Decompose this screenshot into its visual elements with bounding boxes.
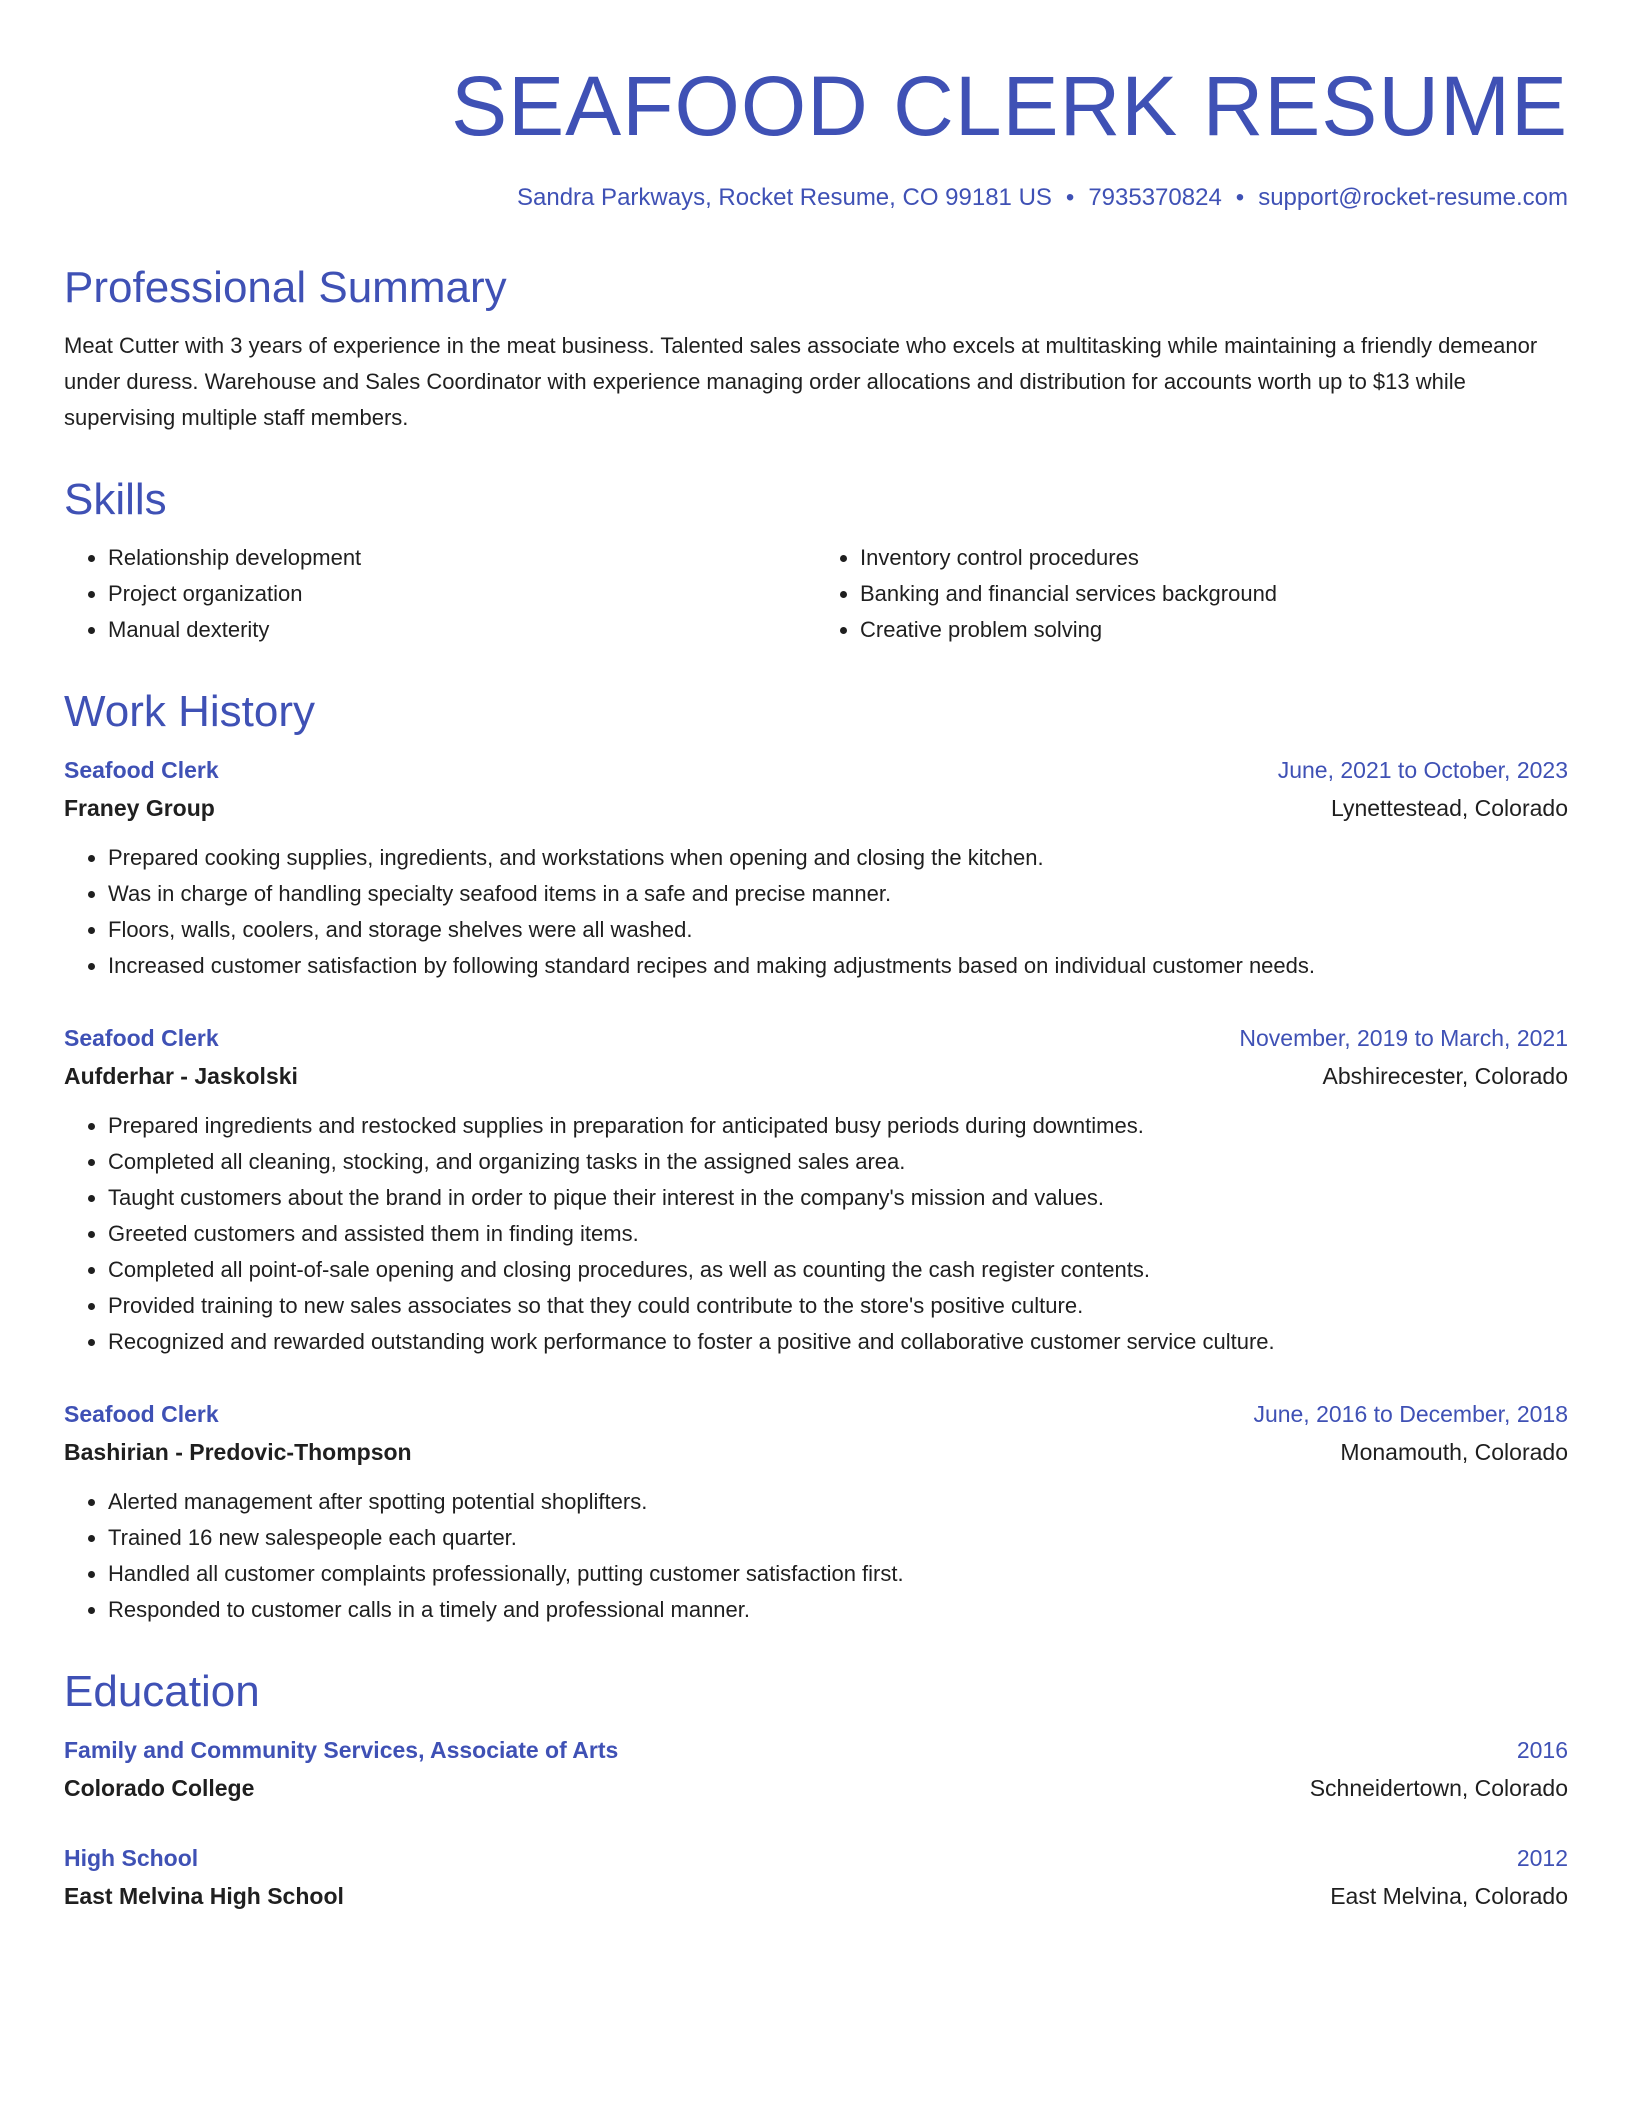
skill-item: • Banking and financial services background	[860, 576, 1568, 612]
education-year: 2016	[1516, 1737, 1568, 1763]
education-year: 2012	[1516, 1845, 1568, 1871]
education-heading: Education	[64, 1667, 260, 1716]
job-bullet: • Responded to customer calls in a timely and professional manner.	[108, 1592, 1568, 1628]
skills-columns	[64, 540, 1568, 648]
summary-section	[64, 262, 1568, 436]
skills-heading: Skills	[64, 475, 167, 524]
contact-address: Sandra Parkways, Rocket Resume, CO 99181 US	[517, 184, 1052, 211]
contact-phone: 7935370824	[1088, 184, 1222, 211]
job-dates: June, 2021 to October, 2023	[1277, 757, 1568, 783]
job-bullet: • Handled all customer complaints professionally, putting customer satisfaction first.	[108, 1556, 1568, 1592]
skill-item: • Manual dexterity	[108, 612, 816, 648]
job-bullet: • Provided training to new sales associates so that they could contribute to the store's positive culture.	[108, 1288, 1568, 1324]
summary-text: Meat Cutter with 3 years of experience in the meat business. Talented sales associate who excels at multitasking while maintaining a friendly demeanor under duress. Warehouse and Sales Coordinator with experience managing order allocations and distribution for accounts worth up to $13 while supervising multiple staff members.	[64, 333, 1538, 430]
education-section	[64, 1666, 1568, 1916]
job-bullets	[64, 1108, 1568, 1360]
contact-email: support@rocket-resume.com	[1258, 184, 1568, 211]
education-entry	[64, 1840, 1568, 1916]
education-degree: High School	[64, 1845, 199, 1871]
job-bullet: • Completed all point-of-sale opening and closing procedures, as well as counting the cash register contents.	[108, 1252, 1568, 1288]
skills-list-left	[64, 540, 816, 648]
job-dates: June, 2016 to December, 2018	[1253, 1401, 1568, 1427]
contact-line	[64, 182, 1568, 214]
job-entry	[64, 752, 1568, 984]
job-bullet: • Prepared ingredients and restocked supplies in preparation for anticipated busy periods during downtimes.	[108, 1108, 1568, 1144]
job-dates: November, 2019 to March, 2021	[1239, 1025, 1568, 1051]
skill-item: • Creative problem solving	[860, 612, 1568, 648]
contact-separator: •	[1065, 184, 1075, 211]
job-bullet: • Taught customers about the brand in order to pique their interest in the company's mission and values.	[108, 1180, 1568, 1216]
resume-header	[64, 56, 1568, 214]
job-bullet: • Completed all cleaning, stocking, and organizing tasks in the assigned sales area.	[108, 1144, 1568, 1180]
skills-section	[64, 474, 1568, 648]
resume-title: SEAFOOD CLERK RESUME	[451, 59, 1568, 153]
job-bullets	[64, 1484, 1568, 1628]
summary-heading: Professional Summary	[64, 263, 507, 312]
job-entry	[64, 1020, 1568, 1360]
work-history-section	[64, 686, 1568, 1628]
skill-item: • Relationship development	[108, 540, 816, 576]
education-entry	[64, 1732, 1568, 1808]
skills-list-right	[816, 540, 1568, 648]
skill-item: • Project organization	[108, 576, 816, 612]
job-role: Seafood Clerk	[64, 1025, 219, 1051]
job-bullet: • Floors, walls, coolers, and storage shelves were all washed.	[108, 912, 1568, 948]
job-company: Franey Group	[64, 795, 215, 821]
skill-item: • Inventory control procedures	[860, 540, 1568, 576]
contact-separator: •	[1235, 184, 1245, 211]
job-role: Seafood Clerk	[64, 757, 219, 783]
job-bullet: • Increased customer satisfaction by following standard recipes and making adjustments based on individual customer needs.	[108, 948, 1568, 984]
job-company: Bashirian - Predovic-Thompson	[64, 1439, 412, 1465]
job-bullet: • Prepared cooking supplies, ingredients, and workstations when opening and closing the kitchen.	[108, 840, 1568, 876]
job-entry	[64, 1396, 1568, 1628]
job-bullet: • Recognized and rewarded outstanding work performance to foster a positive and collaborative customer service culture.	[108, 1324, 1568, 1360]
education-location: East Melvina, Colorado	[1330, 1883, 1568, 1909]
job-location: Lynettestead, Colorado	[1331, 795, 1568, 821]
job-location: Monamouth, Colorado	[1340, 1439, 1568, 1465]
job-bullet: • Alerted management after spotting potential shoplifters.	[108, 1484, 1568, 1520]
job-bullets	[64, 840, 1568, 984]
education-degree: Family and Community Services, Associate of Arts	[64, 1737, 619, 1763]
job-role: Seafood Clerk	[64, 1401, 219, 1427]
job-location: Abshirecester, Colorado	[1322, 1063, 1568, 1089]
education-school: East Melvina High School	[64, 1883, 344, 1909]
job-bullet: • Was in charge of handling specialty seafood items in a safe and precise manner.	[108, 876, 1568, 912]
education-school: Colorado College	[64, 1775, 255, 1801]
job-company: Aufderhar - Jaskolski	[64, 1063, 298, 1089]
job-bullet: • Greeted customers and assisted them in finding items.	[108, 1216, 1568, 1252]
education-location: Schneidertown, Colorado	[1309, 1775, 1568, 1801]
work-history-heading: Work History	[64, 687, 315, 736]
job-bullet: • Trained 16 new salespeople each quarter.	[108, 1520, 1568, 1556]
